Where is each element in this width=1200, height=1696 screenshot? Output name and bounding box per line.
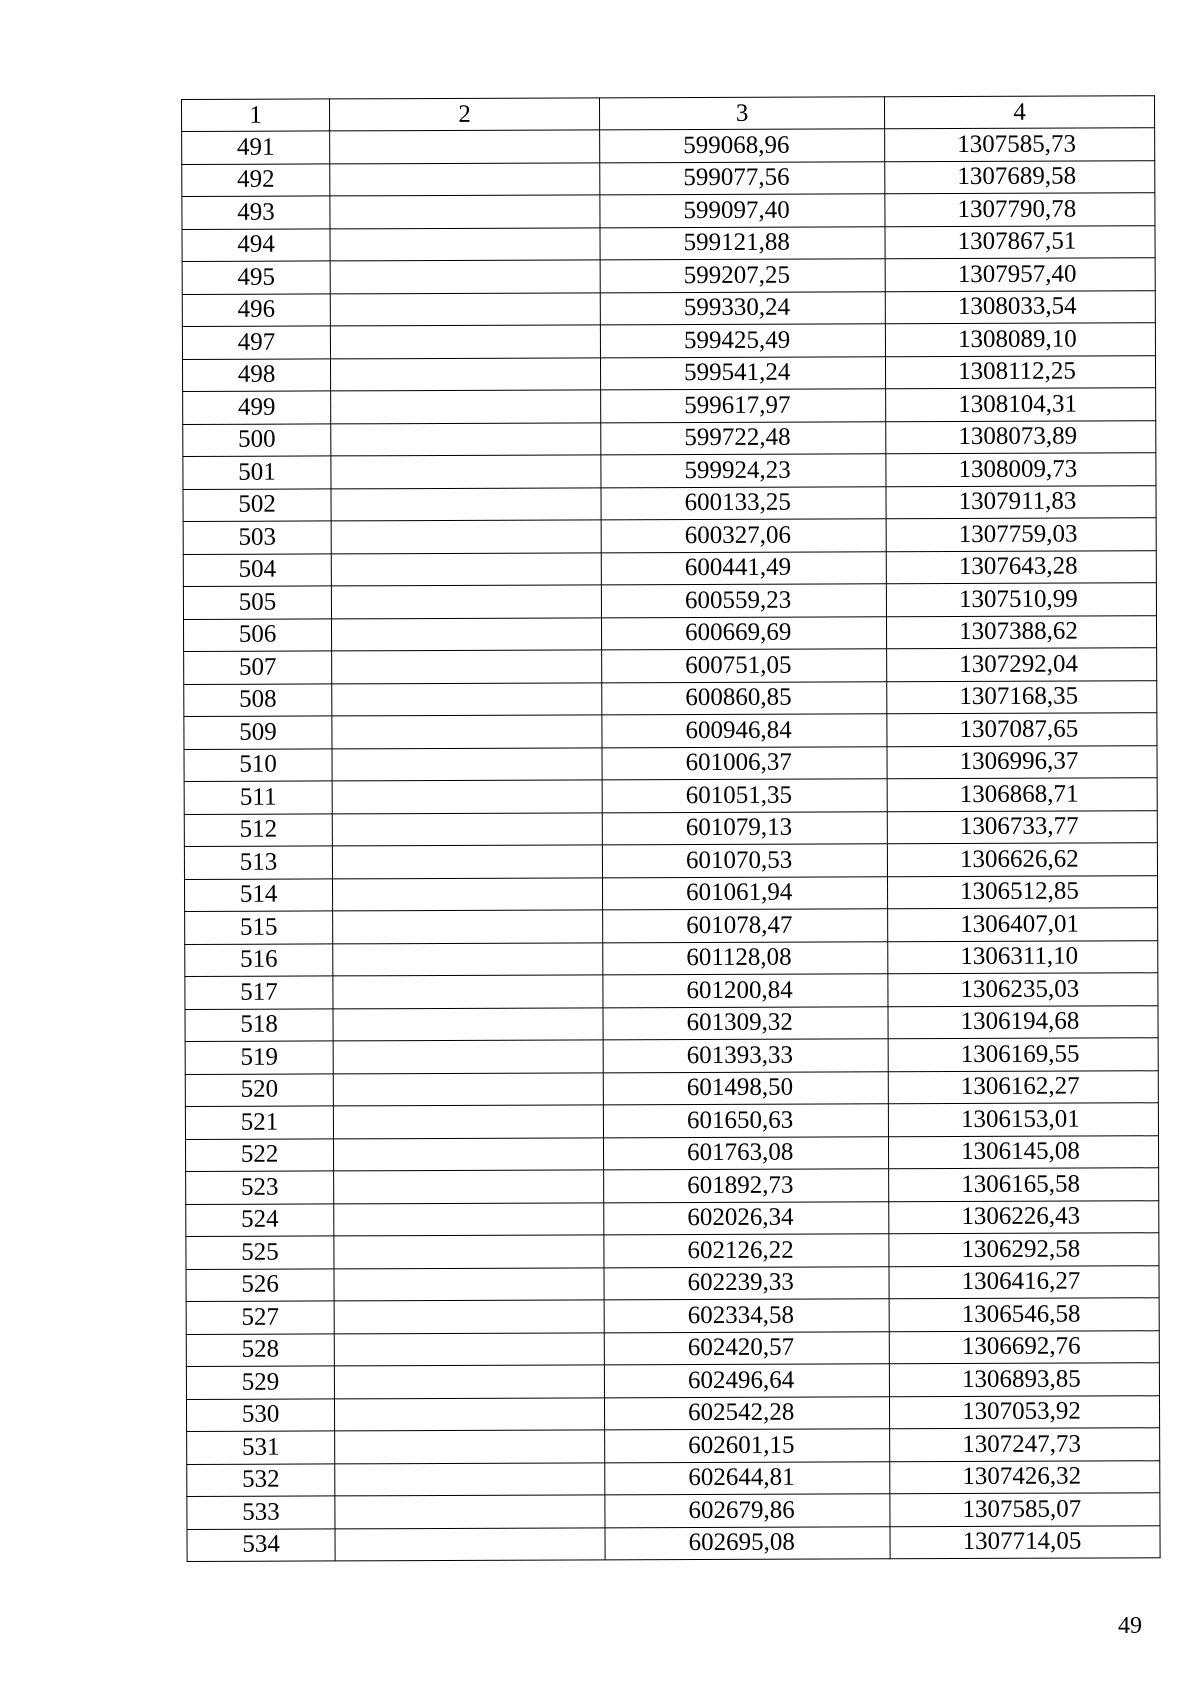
table-row: [183, 388, 1156, 424]
x-coordinate-cell: 600669,69: [601, 616, 886, 650]
x-coordinate-cell: 601892,73: [604, 1169, 889, 1203]
y-coordinate-cell: 1308033,54: [885, 290, 1155, 324]
empty-cell: [332, 747, 602, 781]
x-coordinate-cell: 601763,08: [603, 1136, 888, 1170]
point-number-cell: 510: [184, 748, 332, 781]
x-coordinate-cell: 599617,97: [601, 389, 886, 423]
y-coordinate-cell: 1306407,01: [888, 908, 1158, 942]
header-cell-4: 4: [884, 96, 1154, 129]
y-coordinate-cell: 1306153,01: [888, 1103, 1158, 1137]
table-row: [186, 1395, 1159, 1431]
empty-cell: [330, 195, 600, 229]
y-coordinate-cell: 1306235,03: [888, 973, 1158, 1007]
empty-cell: [330, 130, 600, 164]
y-coordinate-cell: 1306145,08: [888, 1135, 1158, 1169]
header-cell-2: 2: [330, 98, 600, 131]
x-coordinate-cell: 601309,32: [603, 1006, 888, 1040]
x-coordinate-cell: 599121,88: [600, 226, 885, 260]
y-coordinate-cell: 1307087,65: [887, 713, 1157, 747]
x-coordinate-cell: 600559,23: [601, 584, 886, 618]
table-row: [187, 1525, 1160, 1561]
x-coordinate-cell: 601006,37: [602, 746, 887, 780]
page-number: 49: [1118, 1613, 1142, 1639]
point-number-cell: 524: [186, 1203, 334, 1236]
y-coordinate-cell: 1307247,73: [890, 1428, 1160, 1462]
empty-cell: [330, 325, 600, 359]
table-row: [187, 1428, 1160, 1464]
coordinate-table: [181, 95, 1161, 1562]
x-coordinate-cell: 601070,53: [602, 844, 887, 878]
x-coordinate-cell: 600751,05: [602, 649, 887, 683]
point-number-cell: 504: [183, 553, 331, 586]
point-number-cell: 494: [182, 228, 330, 261]
empty-cell: [330, 260, 600, 294]
x-coordinate-cell: 602496,64: [604, 1364, 889, 1398]
table-row: [184, 713, 1157, 749]
empty-cell: [331, 422, 601, 456]
y-coordinate-cell: 1306165,58: [889, 1168, 1159, 1202]
point-number-cell: 506: [183, 618, 331, 651]
point-number-cell: 497: [182, 326, 330, 359]
point-number-cell: 526: [186, 1268, 334, 1301]
table-row: [184, 648, 1157, 684]
empty-cell: [334, 1397, 604, 1431]
x-coordinate-cell: 599077,56: [600, 161, 885, 195]
x-coordinate-cell: 601079,13: [602, 811, 887, 845]
empty-cell: [334, 1365, 604, 1399]
point-number-cell: 507: [184, 651, 332, 684]
x-coordinate-cell: 602601,15: [605, 1429, 890, 1463]
empty-cell: [335, 1495, 605, 1529]
header-cell-1: 1: [182, 99, 330, 132]
x-coordinate-cell: 601200,84: [603, 974, 888, 1008]
empty-cell: [331, 617, 601, 651]
x-coordinate-cell: 600327,06: [601, 519, 886, 553]
empty-cell: [331, 455, 601, 489]
y-coordinate-cell: 1307790,78: [885, 193, 1155, 227]
empty-cell: [332, 877, 602, 911]
y-coordinate-cell: 1306416,27: [889, 1265, 1159, 1299]
table-row: [184, 745, 1157, 781]
x-coordinate-cell: 599068,96: [600, 129, 885, 163]
y-coordinate-cell: 1308073,89: [886, 420, 1156, 454]
point-number-cell: 509: [184, 716, 332, 749]
point-number-cell: 530: [186, 1398, 334, 1431]
x-coordinate-cell: 599541,24: [600, 356, 885, 390]
y-coordinate-cell: 1306311,10: [888, 940, 1158, 974]
table-row: [186, 1168, 1159, 1204]
point-number-cell: 533: [187, 1496, 335, 1529]
point-number-cell: 501: [183, 456, 331, 489]
table-row: [184, 680, 1157, 716]
point-number-cell: 498: [182, 358, 330, 391]
point-number-cell: 512: [184, 813, 332, 846]
point-number-cell: 529: [186, 1366, 334, 1399]
empty-cell: [330, 357, 600, 391]
empty-cell: [332, 650, 602, 684]
point-number-cell: 496: [182, 293, 330, 326]
y-coordinate-cell: 1307867,51: [885, 225, 1155, 259]
empty-cell: [335, 1430, 605, 1464]
point-number-cell: 517: [185, 976, 333, 1009]
table-row: [186, 1265, 1159, 1301]
table-row: [185, 1038, 1158, 1074]
table-row: [186, 1200, 1159, 1236]
empty-cell: [334, 1202, 604, 1236]
y-coordinate-cell: 1307168,35: [887, 680, 1157, 714]
x-coordinate-cell: 600441,49: [601, 551, 886, 585]
empty-cell: [330, 292, 600, 326]
table-row: [185, 1135, 1158, 1171]
empty-cell: [334, 1332, 604, 1366]
table-row: [185, 1070, 1158, 1106]
x-coordinate-cell: 599097,40: [600, 194, 885, 228]
empty-cell: [333, 1007, 603, 1041]
table-row: [183, 518, 1156, 554]
empty-cell: [332, 845, 602, 879]
table-row: [182, 160, 1155, 196]
y-coordinate-cell: 1307510,99: [886, 583, 1156, 617]
table-row: [185, 1103, 1158, 1139]
table-row: [183, 420, 1156, 456]
point-number-cell: 515: [185, 911, 333, 944]
table-row: [182, 258, 1155, 294]
point-number-cell: 502: [183, 488, 331, 521]
empty-cell: [333, 1072, 603, 1106]
x-coordinate-cell: 600946,84: [602, 714, 887, 748]
table-row: [185, 973, 1158, 1009]
y-coordinate-cell: 1307957,40: [885, 258, 1155, 292]
table-row: [183, 583, 1156, 619]
point-number-cell: 492: [182, 163, 330, 196]
table-row: [182, 193, 1155, 229]
empty-cell: [331, 487, 601, 521]
y-coordinate-cell: 1306292,58: [889, 1233, 1159, 1267]
y-coordinate-cell: 1307426,32: [890, 1460, 1160, 1494]
y-coordinate-cell: 1308009,73: [886, 453, 1156, 487]
y-coordinate-cell: 1306733,77: [887, 810, 1157, 844]
empty-cell: [330, 162, 600, 196]
y-coordinate-cell: 1307292,04: [887, 648, 1157, 682]
table-row: [183, 485, 1156, 521]
empty-cell: [331, 585, 601, 619]
table-row: [183, 453, 1156, 489]
empty-cell: [330, 227, 600, 261]
y-coordinate-cell: 1307714,05: [890, 1525, 1160, 1559]
y-coordinate-cell: 1307585,73: [885, 128, 1155, 162]
y-coordinate-cell: 1308112,25: [885, 355, 1155, 389]
y-coordinate-cell: 1306868,71: [887, 778, 1157, 812]
empty-cell: [332, 715, 602, 749]
table-row: [184, 810, 1157, 846]
x-coordinate-cell: 601498,50: [603, 1071, 888, 1105]
y-coordinate-cell: 1307643,28: [886, 550, 1156, 584]
empty-cell: [331, 552, 601, 586]
y-coordinate-cell: 1306996,37: [887, 745, 1157, 779]
y-coordinate-cell: 1306512,85: [887, 875, 1157, 909]
x-coordinate-cell: 600860,85: [602, 681, 887, 715]
table-row: [182, 225, 1155, 261]
x-coordinate-cell: 599425,49: [600, 324, 885, 358]
point-number-cell: 523: [186, 1171, 334, 1204]
x-coordinate-cell: 601128,08: [603, 941, 888, 975]
empty-cell: [331, 520, 601, 554]
empty-cell: [334, 1235, 604, 1269]
table-row: [186, 1233, 1159, 1269]
empty-cell: [332, 780, 602, 814]
table-row: [184, 778, 1157, 814]
y-coordinate-cell: 1306162,27: [888, 1070, 1158, 1104]
point-number-cell: 505: [183, 586, 331, 619]
point-number-cell: 527: [186, 1301, 334, 1334]
table-row: [182, 355, 1155, 391]
x-coordinate-cell: 602644,81: [605, 1461, 890, 1495]
y-coordinate-cell: 1306893,85: [889, 1363, 1159, 1397]
empty-cell: [334, 1170, 604, 1204]
table-row: [187, 1460, 1160, 1496]
y-coordinate-cell: 1306194,68: [888, 1005, 1158, 1039]
x-coordinate-cell: 602334,58: [604, 1299, 889, 1333]
x-coordinate-cell: 600133,25: [601, 486, 886, 520]
table-row: [183, 550, 1156, 586]
table-row: [184, 875, 1157, 911]
point-number-cell: 516: [185, 943, 333, 976]
table-row: [183, 615, 1156, 651]
empty-cell: [334, 1300, 604, 1334]
x-coordinate-cell: 601393,33: [603, 1039, 888, 1073]
x-coordinate-cell: 601650,63: [603, 1104, 888, 1138]
point-number-cell: 534: [187, 1528, 335, 1561]
x-coordinate-cell: 602026,34: [604, 1201, 889, 1235]
table-row: [182, 290, 1155, 326]
x-coordinate-cell: 599330,24: [600, 291, 885, 325]
y-coordinate-cell: 1306546,58: [889, 1298, 1159, 1332]
table-row: [185, 1005, 1158, 1041]
empty-cell: [333, 1040, 603, 1074]
table-row: [187, 1493, 1160, 1529]
y-coordinate-cell: 1307689,58: [885, 160, 1155, 194]
table-row: [186, 1330, 1159, 1366]
point-number-cell: 499: [183, 391, 331, 424]
x-coordinate-cell: 601078,47: [603, 909, 888, 943]
point-number-cell: 493: [182, 196, 330, 229]
table-row: [186, 1298, 1159, 1334]
table-row: [184, 843, 1157, 879]
point-number-cell: 495: [182, 261, 330, 294]
point-number-cell: 511: [184, 781, 332, 814]
table-body: [182, 96, 1161, 1562]
empty-cell: [333, 942, 603, 976]
x-coordinate-cell: 602679,86: [605, 1494, 890, 1528]
point-number-cell: 520: [185, 1073, 333, 1106]
header-cell-3: 3: [599, 97, 884, 130]
empty-cell: [335, 1462, 605, 1496]
table-row: [185, 908, 1158, 944]
point-number-cell: 532: [187, 1463, 335, 1496]
table-row: [182, 128, 1155, 164]
point-number-cell: 518: [185, 1008, 333, 1041]
table-row: [182, 323, 1155, 359]
header-row: [182, 96, 1155, 132]
point-number-cell: 519: [185, 1041, 333, 1074]
y-coordinate-cell: 1306692,76: [889, 1330, 1159, 1364]
x-coordinate-cell: 601061,94: [602, 876, 887, 910]
point-number-cell: 500: [183, 423, 331, 456]
empty-cell: [333, 1137, 603, 1171]
point-number-cell: 521: [185, 1106, 333, 1139]
y-coordinate-cell: 1307585,07: [890, 1493, 1160, 1527]
empty-cell: [334, 1267, 604, 1301]
y-coordinate-cell: 1306626,62: [887, 843, 1157, 877]
x-coordinate-cell: 602542,28: [604, 1396, 889, 1430]
point-number-cell: 528: [186, 1333, 334, 1366]
empty-cell: [333, 1105, 603, 1139]
point-number-cell: 525: [186, 1236, 334, 1269]
y-coordinate-cell: 1307053,92: [889, 1395, 1159, 1429]
x-coordinate-cell: 599924,23: [601, 454, 886, 488]
point-number-cell: 491: [182, 131, 330, 164]
empty-cell: [331, 390, 601, 424]
point-number-cell: 513: [184, 846, 332, 879]
empty-cell: [335, 1527, 605, 1561]
y-coordinate-cell: 1308089,10: [885, 323, 1155, 357]
point-number-cell: 522: [185, 1138, 333, 1171]
y-coordinate-cell: 1307388,62: [886, 615, 1156, 649]
point-number-cell: 503: [183, 521, 331, 554]
point-number-cell: 531: [187, 1431, 335, 1464]
y-coordinate-cell: 1307759,03: [886, 518, 1156, 552]
y-coordinate-cell: 1306226,43: [889, 1200, 1159, 1234]
x-coordinate-cell: 602420,57: [604, 1331, 889, 1365]
empty-cell: [332, 682, 602, 716]
empty-cell: [333, 910, 603, 944]
x-coordinate-cell: 599722,48: [601, 421, 886, 455]
y-coordinate-cell: 1306169,55: [888, 1038, 1158, 1072]
point-number-cell: 508: [184, 683, 332, 716]
x-coordinate-cell: 602126,22: [604, 1234, 889, 1268]
point-number-cell: 514: [184, 878, 332, 911]
y-coordinate-cell: 1307911,83: [886, 485, 1156, 519]
x-coordinate-cell: 599207,25: [600, 259, 885, 293]
x-coordinate-cell: 602239,33: [604, 1266, 889, 1300]
empty-cell: [333, 975, 603, 1009]
table-row: [185, 940, 1158, 976]
table-row: [186, 1363, 1159, 1399]
x-coordinate-cell: 602695,08: [605, 1526, 890, 1560]
y-coordinate-cell: 1308104,31: [886, 388, 1156, 422]
empty-cell: [332, 812, 602, 846]
x-coordinate-cell: 601051,35: [602, 779, 887, 813]
